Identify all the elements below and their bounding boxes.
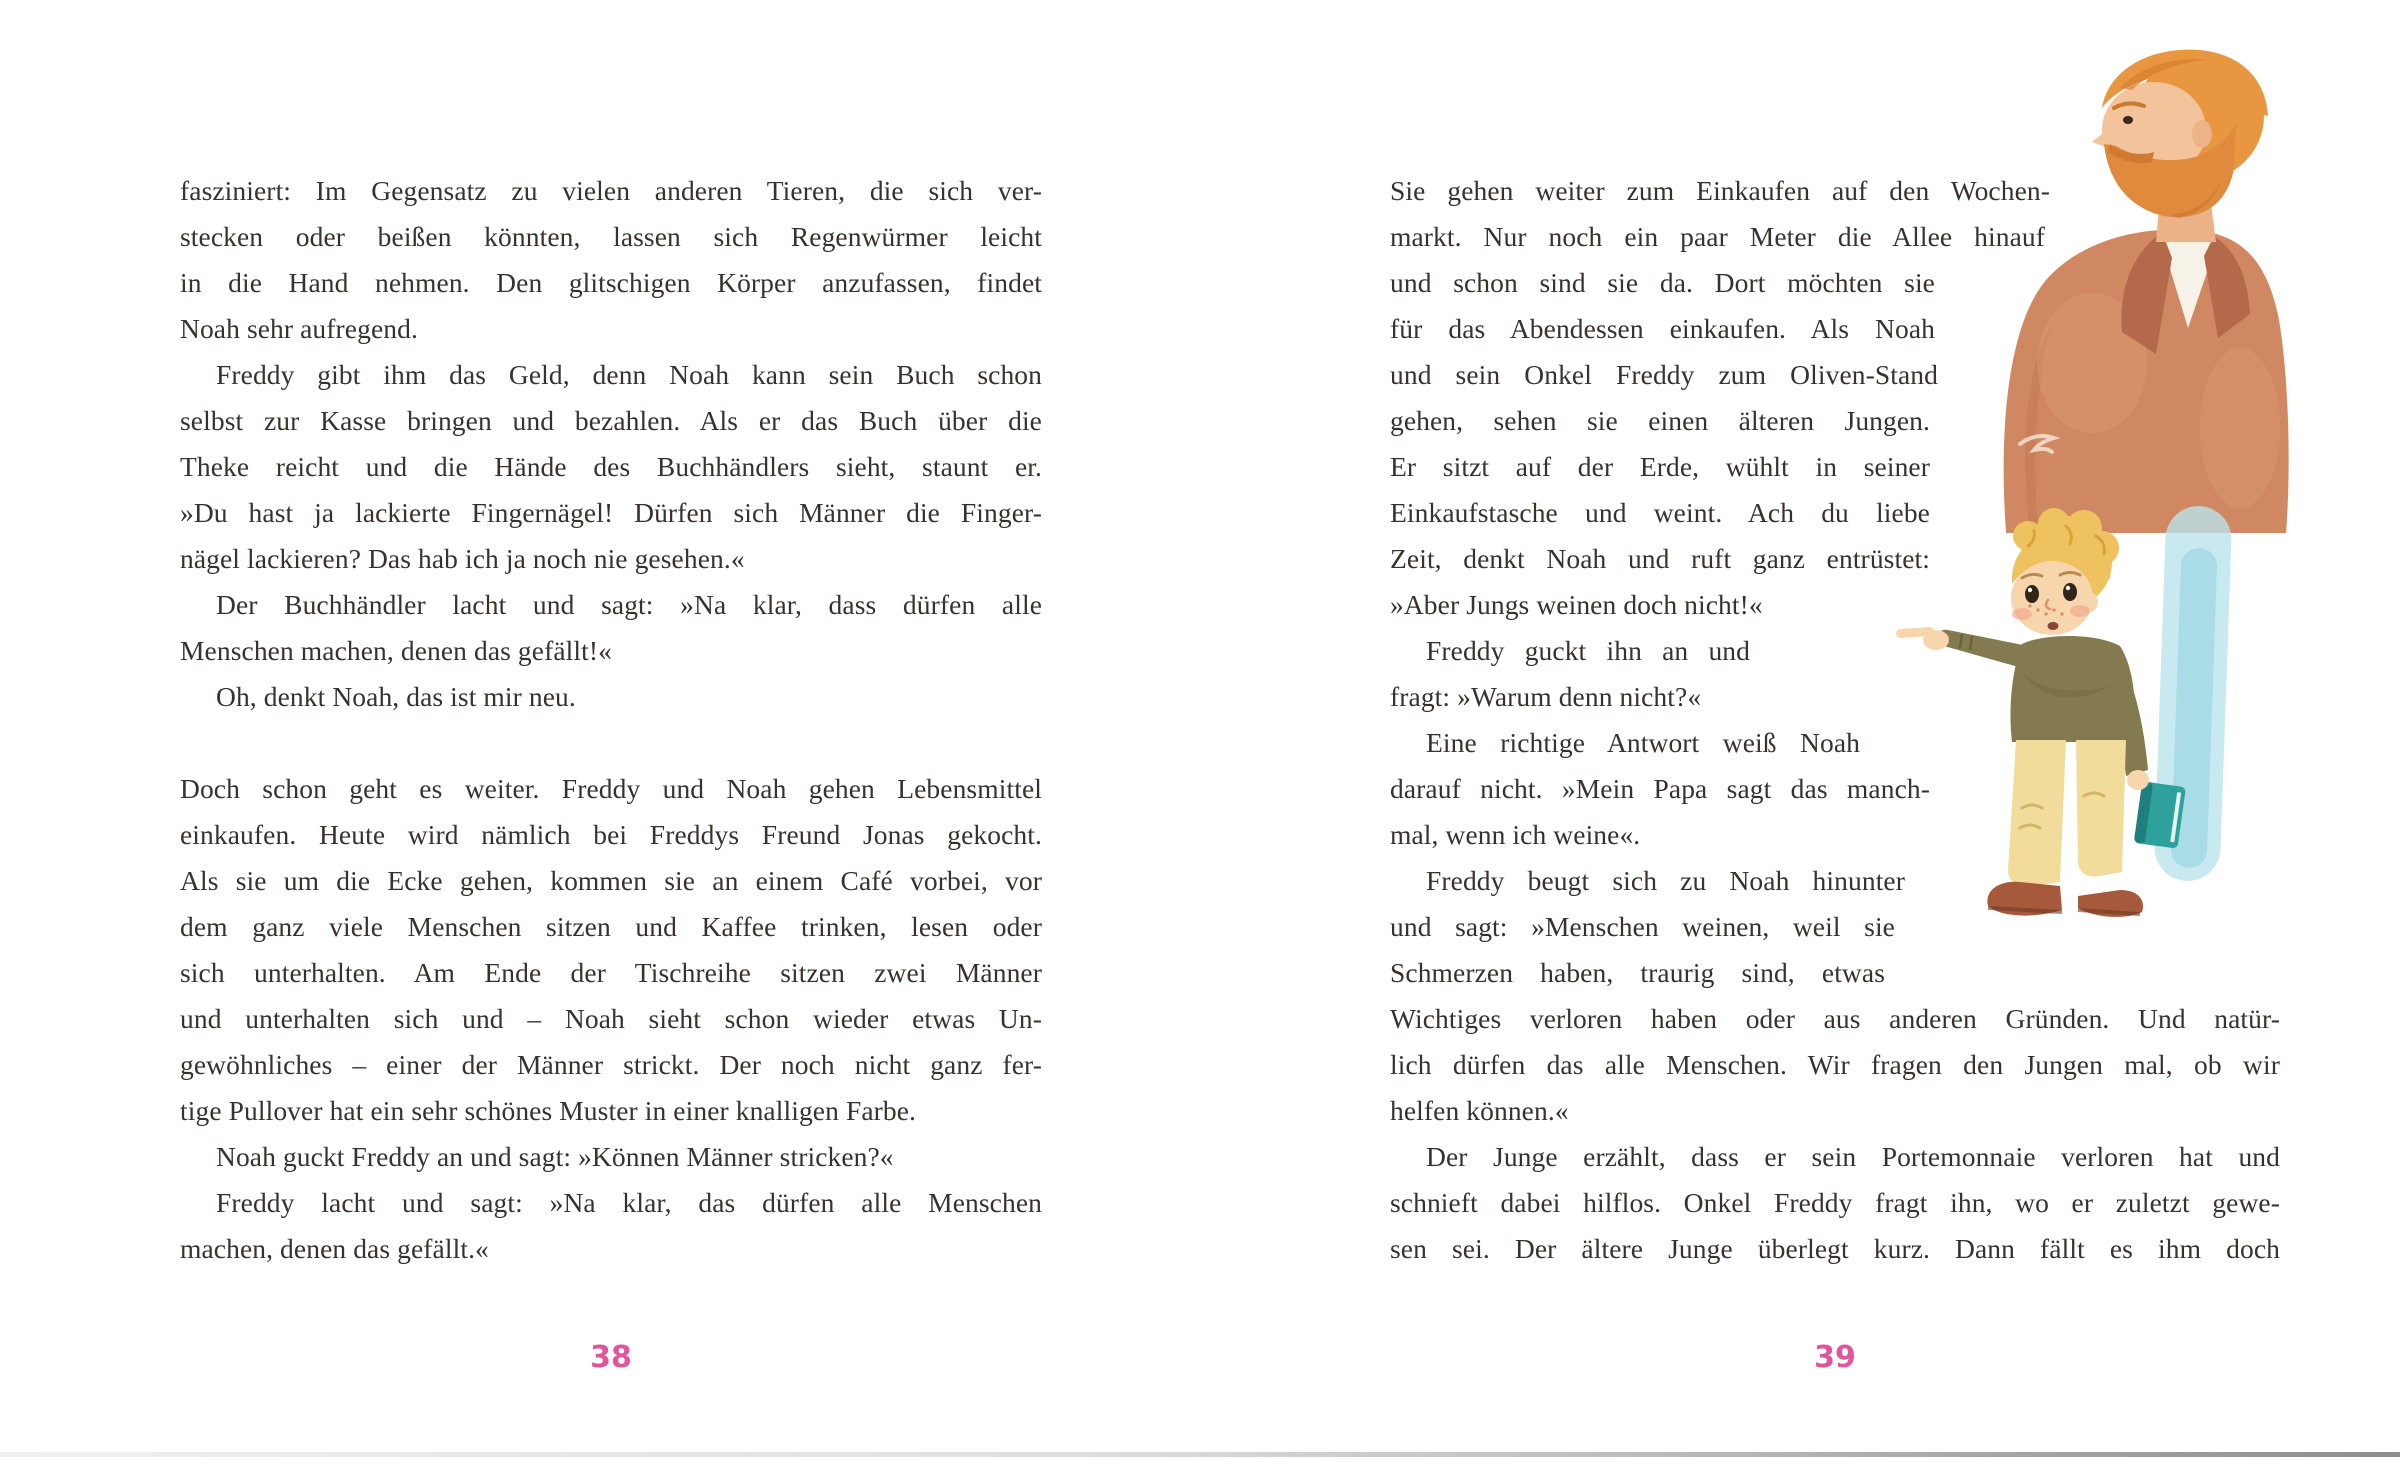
text-line: lich dürfen das alle Menschen. Wir fragen den Jungen mal, ob wir [1390,1049,2280,1080]
text-line: Schmerzen haben, traurig sind, etwas [1390,957,1885,988]
page-number-right: 39 [1814,1340,1856,1375]
text-line: Der Junge erzählt, dass er sein Portemonnaie verloren hat und [1426,1141,2280,1172]
text-line: Freddy lacht und sagt: »Na klar, das dürfen alle Menschen [216,1187,1042,1218]
text-line: Zeit, denkt Noah und ruft ganz entrüstet: [1390,543,1930,574]
text-line: mal, wenn ich weine«. [1390,819,1641,850]
right-page-text [1390,168,2280,1272]
text-line: Wichtiges verloren haben oder aus anderen Gründen. Und natür- [1390,1003,2280,1034]
text-line: Oh, denkt Noah, das ist mir neu. [216,681,576,712]
text-line: Er sitzt auf der Erde, wühlt in seiner [1390,451,1930,482]
text-line: fragt: »Warum denn nicht?« [1390,681,1702,712]
page-number-left: 38 [590,1340,632,1375]
text-line: Einkaufstasche und weint. Ach du liebe [1390,497,1930,528]
text-line: für das Abendessen einkaufen. Als Noah [1390,313,1935,344]
freddy-eye [2123,116,2133,124]
text-line: und sein Onkel Freddy zum Oliven-Stand [1390,359,1938,390]
text-line: schnieft dabei hilflos. Onkel Freddy fragt ihn, wo er zuletzt gewe- [1390,1187,2280,1218]
text-line: markt. Nur noch ein paar Meter die Allee hinauf [1390,221,2045,252]
text-line: darauf nicht. »Mein Papa sagt das manch- [1390,773,1930,804]
text-line: gewöhnliches – einer der Männer strickt. Der noch nicht ganz fer- [180,1049,1042,1080]
text-line: Menschen machen, denen das gefällt!« [180,635,612,666]
text-line: Theke reicht und die Hände des Buchhändlers sieht, staunt er. [180,451,1042,482]
text-line: »Aber Jungs weinen doch nicht!« [1390,589,1763,620]
text-line: gehen, sehen sie einen älteren Jungen. [1390,405,1930,436]
page-right [1200,0,2400,1461]
text-line [180,720,1042,766]
text-line: nägel lackieren? Das hab ich ja noch nie gesehen.« [180,543,745,574]
text-line: Noah guckt Freddy an und sagt: »Können Männer stricken?« [216,1141,894,1172]
text-line: Freddy guckt ihn an und [1426,635,1750,666]
text-line: sen sei. Der ältere Junge überlegt kurz. Dann fällt es ihm doch [1390,1233,2280,1264]
left-page-text [180,168,1042,1272]
text-line: tige Pullover hat ein sehr schönes Muster in einer knalligen Farbe. [180,1095,917,1126]
text-line: Der Buchhändler lacht und sagt: »Na klar, dass dürfen alle [216,589,1042,620]
page-bottom-edge [0,1452,2400,1457]
text-line: Freddy beugt sich zu Noah hinunter [1426,865,1905,896]
text-line: Noah sehr aufregend. [180,313,418,344]
text-line: Eine richtige Antwort weiß Noah [1426,727,1860,758]
text-line: selbst zur Kasse bringen und bezahlen. Als er das Buch über die [180,405,1042,436]
text-line: und schon sind sie da. Dort möchten sie [1390,267,1935,298]
text-line: Sie gehen weiter zum Einkaufen auf den Wochen- [1390,175,2050,206]
text-line: Als sie um die Ecke gehen, kommen sie an einem Café vorbei, vor [180,865,1042,896]
text-line: stecken oder beißen könnten, lassen sich Regenwürmer leicht [180,221,1042,252]
text-line: und unterhalten sich und – Noah sieht schon wieder etwas Un- [180,1003,1042,1034]
text-line: fasziniert: Im Gegensatz zu vielen anderen Tieren, die sich ver- [180,175,1042,206]
text-line: machen, denen das gefällt.« [180,1233,489,1264]
text-line: dem ganz viele Menschen sitzen und Kaffee trinken, lesen oder [180,911,1042,942]
text-line: helfen können.« [1390,1095,1569,1126]
text-line: »Du hast ja lackierte Fingernägel! Dürfen sich Männer die Finger- [180,497,1042,528]
text-line: und sagt: »Menschen weinen, weil sie [1390,911,1895,942]
text-line: einkaufen. Heute wird nämlich bei Freddys Freund Jonas gekocht. [180,819,1042,850]
text-line: Doch schon geht es weiter. Freddy und Noah gehen Lebensmittel [180,773,1042,804]
text-line: in die Hand nehmen. Den glitschigen Körper anzufassen, findet [180,267,1042,298]
text-line: sich unterhalten. Am Ende der Tischreihe sitzen zwei Männer [180,957,1042,988]
freddy-ear [2192,120,2212,148]
text-line: Freddy gibt ihm das Geld, denn Noah kann sein Buch schon [216,359,1042,390]
